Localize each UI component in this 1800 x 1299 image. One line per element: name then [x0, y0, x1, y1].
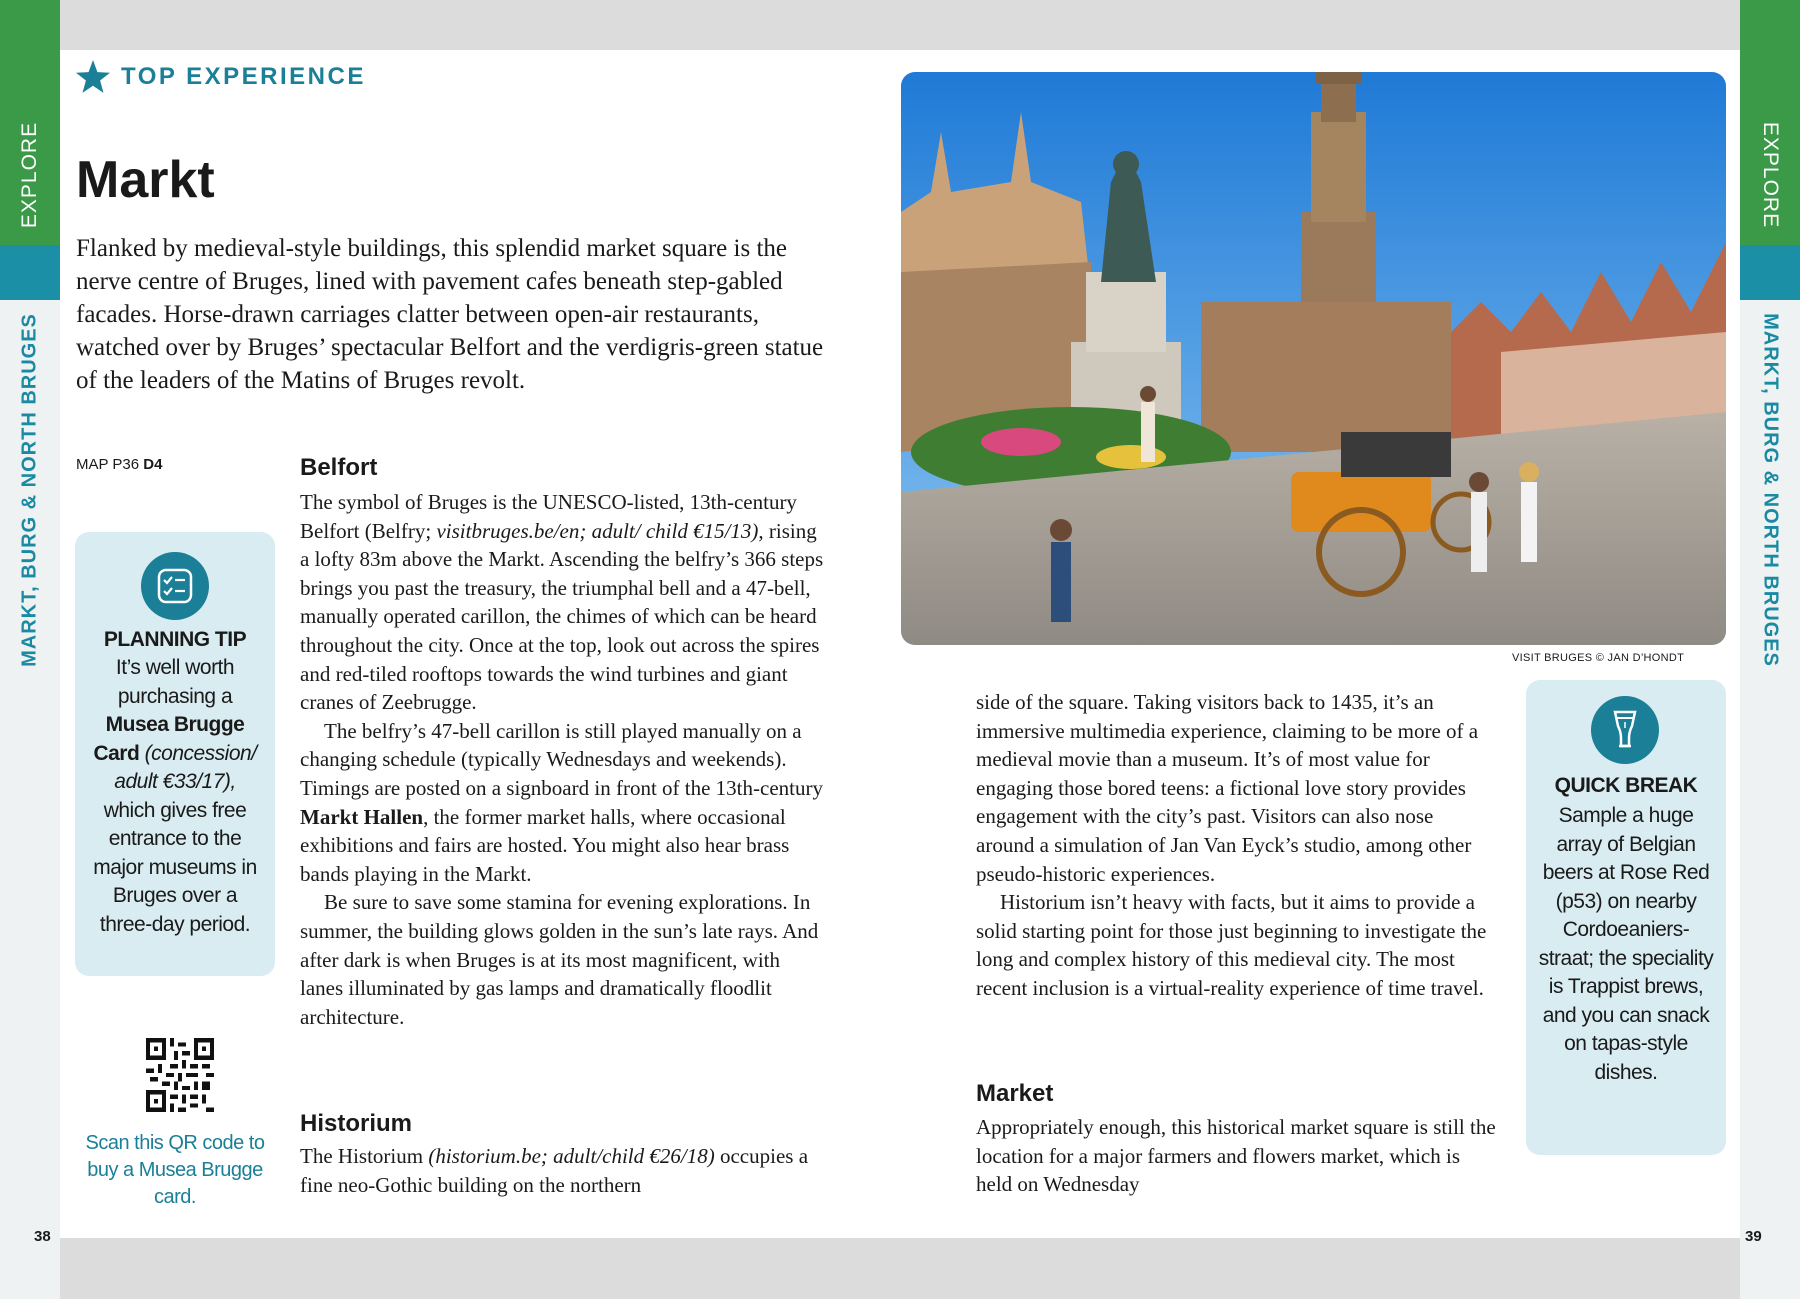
historium-p1-b: occupies a fine neo-Gothic building on the northern: [300, 1144, 809, 1197]
sidebar-area-label: MARKT, BURG & NORTH BRUGES: [1759, 313, 1782, 667]
belfort-p1-b: , rising a lofty 83m above the Markt. Ascending the belfry’s 366 steps brings you past the treasury, the triumphal bell and a 47-bell, manually operated carillon, the chimes of which can be heard throughout the city. Once at the top, look out across the spires and red-tiled rooftops towards the wind turbines and giant cranes of Zeebrugge.: [300, 518, 824, 715]
right-strip-accent: [1740, 245, 1800, 300]
top-experience-label: [75, 60, 366, 94]
historium-cont-paragraph-1: side of the square. Taking visitors back to 1435, it’s an immersive multimedia experience, claiming to be more of a medieval movie than a museum. It’s of most value for engaging those bored teens: a fictional love story provides engagement with the city’s past. Visitors can also nose around a simulation of Jan Van Eyck’s studio, among other pseudo-historic experiences.: [976, 690, 1479, 886]
qr-caption: Scan this QR code to buy a Musea Brugge card.: [85, 1132, 265, 1208]
tip-bold: Musea Brugge Card: [93, 713, 245, 765]
historium-heading: Historium: [300, 1110, 413, 1137]
qr-code[interactable]: [146, 1038, 214, 1112]
quick-break-text: Sample a huge array of Belgian beers at Rose Red (p53) on nearby Cordoeaniers-straat; the speciality is Trappist brews, and you can snack on tapas-style dishes.: [1538, 804, 1714, 1084]
market-paragraph-1: Appropriately enough, this historical market square is still the location for a major farmers and flowers market, which is held on Wednesday: [976, 1115, 1496, 1197]
belfort-paragraph-3: Be sure to save some stamina for evening explorations. In summer, the building glows golden in the sun’s late rays. And after dark is when Bruges is at its most magnificent, with lanes illuminated by gas lamps and dramatically floodlit architecture.: [300, 890, 819, 1029]
belfort-p2-a: The belfry’s 47-bell carillon is still played manually on a changing schedule (typically Wednesdays and weekends). Timings are posted on a signboard in front of the 13th-century: [300, 718, 823, 800]
tip-text-2: which gives free entrance to the major museums in Bruges over a three-day period.: [93, 798, 257, 936]
belfort-paragraph-1: [300, 488, 828, 717]
page-number-right: 39: [1745, 1228, 1762, 1245]
quick-break-box: [1526, 680, 1726, 1155]
map-reference-grid: D4: [143, 456, 163, 473]
map-reference-label: MAP P36: [76, 456, 140, 473]
historium-continued: [976, 688, 1496, 1003]
belfort-p1-a: The symbol of Bruges is the UNESCO-listed, 13th-century Belfort (Belfry;: [300, 490, 797, 543]
planning-tip-box: [75, 532, 275, 976]
historium-p1-italic: (historium.be; adult/child €26/18): [428, 1144, 715, 1168]
belfort-heading: Belfort: [300, 454, 378, 481]
planning-tip-text: [87, 654, 263, 939]
checklist-icon: [141, 552, 209, 620]
belfort-p2-b: , the former market halls, where occasional exhibitions and fairs are hosted. You might also hear brass bands playing in the Markt.: [300, 804, 790, 886]
market-heading: Market: [976, 1080, 1054, 1107]
quick-break-title: QUICK BREAK: [1554, 774, 1698, 797]
tip-italic: (concession/ adult €33/17),: [114, 741, 257, 793]
map-reference: [76, 456, 162, 473]
historium-paragraph-1: [300, 1142, 828, 1199]
intro-paragraph: Flanked by medieval-style buildings, this splendid market square is the nerve centre of Bruges, lined with pavement cafes beneath step-gabled facades. Horse-drawn carriages clatter between open-air restaurants, watched over by Bruges’ spectacular Belfort and the verdigris-green statue of the leaders of the Matins of Bruges revolt.: [76, 235, 824, 394]
beer-glass-icon: [1591, 696, 1659, 764]
left-strip-accent: [0, 245, 60, 300]
planning-tip-title: PLANNING TIP: [103, 628, 247, 651]
star-icon: [75, 60, 111, 94]
belfort-p1-italic: visitbruges.be/en; adult/ child €15/13): [436, 518, 759, 543]
left-strip-explore: [0, 0, 60, 245]
photo-credit: VISIT BRUGES © JAN D’HONDT: [1512, 652, 1685, 664]
right-strip-explore: [1740, 0, 1800, 245]
left-strip-area: [0, 300, 60, 1299]
belfort-p2-bold: Markt Hallen: [300, 804, 424, 829]
sidebar-section-label: EXPLORE: [1759, 121, 1782, 229]
sidebar-area-label: MARKT, BURG & NORTH BRUGES: [18, 313, 41, 667]
historium-body: [300, 1142, 828, 1199]
right-strip-area: [1740, 300, 1800, 1299]
top-experience-text: TOP EXPERIENCE: [121, 63, 366, 90]
markt-photo: [901, 72, 1726, 645]
market-body: [976, 1113, 1496, 1199]
belfort-body: [300, 488, 828, 1031]
historium-p1-a: The Historium: [300, 1144, 429, 1168]
belfort-paragraph-2: [300, 717, 828, 889]
page-number-left: 38: [34, 1228, 51, 1245]
sidebar-section-label: EXPLORE: [18, 121, 41, 229]
page-title: Markt: [76, 151, 215, 209]
tip-text-1: It’s well worth purchasing a: [115, 656, 235, 708]
historium-cont-paragraph-2: Historium isn’t heavy with facts, but it aims to provide a solid starting point for those just beginning to investigate the long and complex history of this medieval city. The most recent inclusion is a virtual-reality experience of time travel.: [976, 890, 1487, 1000]
